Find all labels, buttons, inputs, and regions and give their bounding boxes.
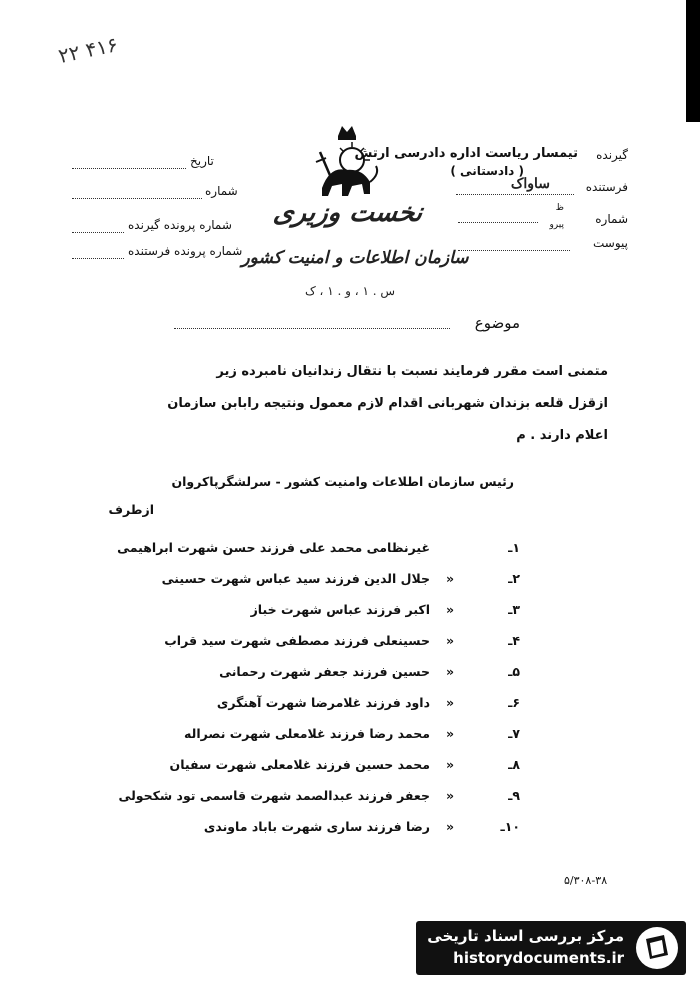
list-item-number: ۳ـ (508, 602, 520, 617)
list-item-ditto-mark: « (445, 695, 455, 710)
list-item-name: اکبر فرزند عباس شهرت خباز (250, 602, 430, 617)
scan-edge-bar (686, 0, 700, 122)
body-line-3: اعلام دارند . م (516, 428, 608, 443)
list-item (160, 664, 520, 686)
list-item-name: حسین فرزند جعفر شهرت رحمانی (219, 664, 430, 679)
list-item-number: ۱ـ (508, 540, 520, 555)
emblem-code: س . ۱ ، و . ۱ ، ک (305, 284, 395, 298)
left-number-dots (72, 198, 202, 199)
subject-dots (174, 328, 450, 329)
emblem-subtitle: سازمان اطلاعات و امنیت کشور (241, 248, 469, 268)
list-item-ditto-mark: « (445, 726, 455, 741)
list-item-name: جعفر فرزند عبدالصمد شهرت قاسمی تود شکحولی (118, 788, 430, 803)
list-item-ditto-mark: « (445, 757, 455, 772)
subject-label: موضوع (474, 314, 520, 332)
list-item-number: ۷ـ (508, 726, 520, 741)
date-label: تاریخ (190, 154, 214, 168)
list-item-name: رضا فرزند ساری شهرت باباد ماوندی (203, 819, 430, 834)
footer-code: ۵/۳۰۸-۳۸ (564, 874, 608, 887)
list-item-number: ۶ـ (508, 695, 520, 710)
receiver-label: گیرنده (596, 148, 628, 162)
list-item-name: حسینعلی فرزند مصطفی شهرت سید قراب (164, 633, 430, 648)
receiver-value: تیمسار ریاست اداره دادرسی ارتش (354, 146, 578, 161)
list-item-number: ۹ـ (508, 788, 520, 803)
lion-and-sun-emblem (312, 122, 382, 204)
body-line-1: متمنی است مقرر فرمایند نسبت با نتقال زندانیان نامبرده زیر (216, 364, 608, 379)
list-item-name: غیرنظامی محمد علی فرزند حسن شهرت ابراهیمی (117, 540, 430, 555)
list-item (117, 540, 520, 562)
list-item-name: محمد رضا فرزند غلامعلی شهرت نصراله (184, 726, 430, 741)
receiver-file-label: شماره پرونده گیرنده (128, 218, 232, 232)
receiver-value-2: ( دادستانی ) (450, 164, 524, 178)
left-number-label: شماره (205, 184, 238, 198)
list-item (160, 819, 520, 841)
list-item-ditto-mark: « (445, 602, 455, 617)
sender-dots (456, 194, 574, 195)
sender-file-label: شماره پرونده فرستنده (128, 244, 243, 258)
list-item (160, 695, 520, 717)
list-item-number: ۲ـ (508, 571, 520, 586)
list-item (160, 633, 520, 655)
list-item-ditto-mark: « (445, 633, 455, 648)
list-item (160, 726, 520, 748)
attachment-label: پیوست (593, 236, 628, 250)
list-item-number: ۱۰ـ (500, 819, 520, 834)
document-logo-icon (634, 925, 680, 971)
list-item-ditto-mark: « (445, 819, 455, 834)
emblem-title: نخست وزیری (271, 198, 425, 228)
watermark-badge (416, 921, 686, 975)
receiver-file-dots (72, 232, 124, 233)
list-item-ditto-mark: « (445, 571, 455, 586)
list-item-ditto-mark: « (445, 788, 455, 803)
number-super: ظ (555, 203, 564, 213)
signature-line-2: ازطرف (108, 502, 154, 517)
list-item-number: ۵ـ (508, 664, 520, 679)
number-label: شماره (595, 212, 628, 226)
list-item-number: ۸ـ (508, 757, 520, 772)
sender-label: فرستنده (585, 180, 628, 194)
sender-value: ساواک (510, 176, 550, 192)
body-line-2: ازقزل قلعه بزندان شهربانی اقدام لازم معمول ونتیجه رابابن سازمان (167, 396, 608, 411)
list-item-number: ۴ـ (508, 633, 520, 648)
number-sub: پیرو (549, 220, 564, 230)
watermark-url: historydocuments.ir (453, 949, 624, 967)
list-item (160, 571, 520, 593)
attachment-dots (458, 250, 570, 251)
list-item-name: جلال الدین فرزند سید عباس شهرت حسینی (161, 571, 430, 586)
list-item-ditto-mark: « (445, 664, 455, 679)
list-item-name: داود فرزند غلامرضا شهرت آهنگری (216, 695, 430, 710)
sender-file-dots (72, 258, 124, 259)
date-dots (72, 168, 186, 169)
signature-line-1: رئیس سازمان اطلاعات وامنیت کشور - سرلشگرپاکروان (171, 474, 514, 489)
watermark-title: مرکز بررسی اسناد تاریخی (427, 927, 624, 945)
number-dots (458, 222, 538, 223)
handwritten-note: ۲۲ ۴۱۶ (56, 32, 120, 68)
list-item (160, 757, 520, 779)
list-item (118, 788, 520, 810)
list-item (160, 602, 520, 624)
list-item-name: محمد حسین فرزند غلامعلی شهرت سفیان (169, 757, 430, 772)
